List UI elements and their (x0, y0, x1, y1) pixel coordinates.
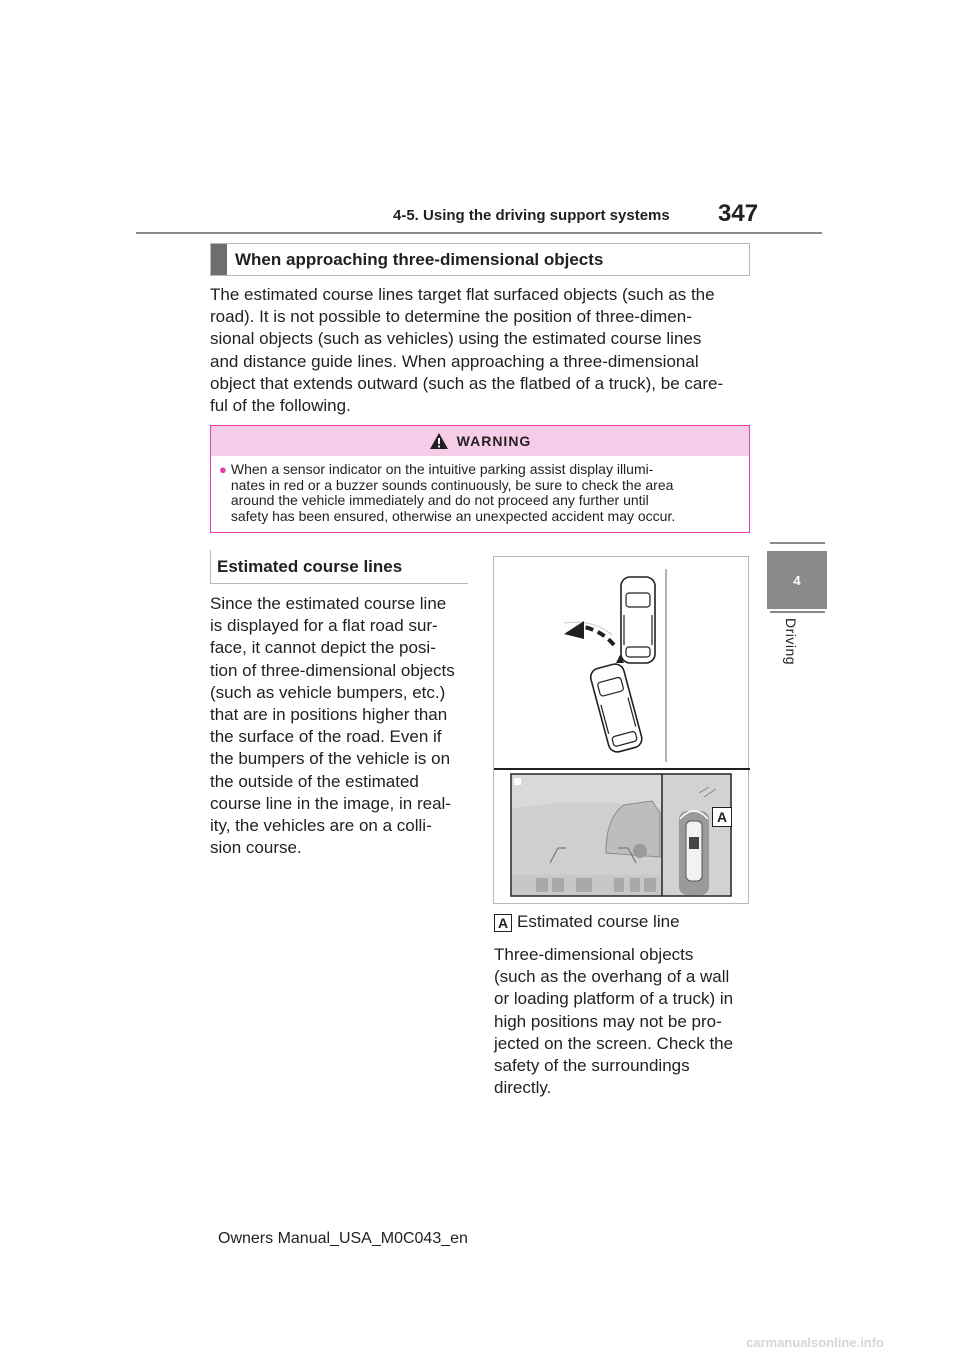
vehicle-illustration (494, 557, 750, 905)
chapter-label: Driving (783, 618, 799, 666)
body-line: jected on the screen. Check the (494, 1033, 734, 1053)
body-line: sional objects (such as vehicles) using the estimated course lines (210, 329, 702, 349)
heading-text: When approaching three-dimensional objects (235, 249, 604, 269)
figure-label-a: A (712, 807, 732, 827)
warning-line: safety has been ensured, otherwise an unexpected accident may occur. (230, 507, 676, 524)
body-line: or loading platform of a truck) in (494, 989, 734, 1009)
body-line: the surface of the road. Even if (210, 727, 442, 747)
side-tab-rule-top (770, 542, 825, 544)
warning-body (211, 456, 749, 524)
body-line: Three-dimensional objects (494, 945, 694, 964)
body-line: (such as the overhang of a wall (494, 967, 730, 987)
header-divider (136, 232, 822, 234)
body-line: sion course. (210, 838, 302, 858)
illustration-figure (493, 556, 749, 904)
warning-box (210, 425, 750, 533)
body-line: directly. (494, 1078, 552, 1098)
body-line: ful of the following. (210, 396, 351, 416)
body-line: face, it cannot depict the posi- (210, 638, 436, 658)
body-line: the bumpers of the vehicle is on (210, 749, 451, 769)
parked-car-icon (621, 577, 655, 663)
warning-line: When a sensor indicator on the intuitive parking assist display illumi- (230, 461, 654, 477)
chapter-tab[interactable] (767, 551, 827, 609)
warning-line: around the vehicle immediately and do not proceed any further until (230, 492, 649, 508)
side-tab-rule-bottom (770, 611, 825, 613)
arrow-icon (564, 621, 584, 639)
body-line: high positions may not be pro- (494, 1011, 722, 1031)
body-line: and distance guide lines. When approaching a three-dimensional (210, 351, 699, 371)
warning-triangle-icon (429, 432, 449, 450)
heading-accent-bar (211, 244, 227, 275)
body-paragraph-high-objects (494, 944, 754, 1099)
body-line: Since the estimated course line (210, 594, 447, 613)
body-paragraph-3d-objects (210, 284, 755, 417)
body-line: road). It is not possible to determine the position of three-dimen- (210, 307, 692, 327)
caption-text: Estimated course line (517, 912, 680, 931)
section-title: 4-5. Using the driving support systems (393, 207, 670, 224)
body-line: safety of the surroundings (494, 1056, 690, 1076)
body-line: object that extends outward (such as the flatbed of a truck), be care- (210, 373, 724, 393)
body-line: course line in the image, in real- (210, 793, 451, 813)
chapter-number: 4 (793, 572, 801, 588)
page-number: 347 (718, 200, 759, 227)
figure-caption (494, 912, 680, 932)
watermark: carmanualsonline.info (746, 1335, 884, 1350)
body-line: ity, the vehicles are on a colli- (210, 816, 432, 836)
body-line: (such as vehicle bumpers, etc.) (210, 682, 446, 702)
section-heading-course-lines: Estimated course lines (210, 550, 468, 584)
body-paragraph-course-lines (210, 593, 470, 859)
body-line: tion of three-dimensional objects (210, 660, 455, 680)
body-line: the outside of the estimated (210, 771, 419, 791)
warning-title: WARNING (456, 433, 532, 449)
section-heading-3d-objects (210, 243, 750, 276)
body-line: The estimated course lines target flat surfaced objects (such as the (210, 285, 715, 304)
moving-car-icon (589, 662, 644, 754)
warning-bullet: ● (219, 462, 227, 477)
caption-label-a: A (494, 914, 512, 932)
warning-header (211, 426, 749, 456)
footer-manual-id: Owners Manual_USA_M0C043_en (218, 1230, 468, 1247)
body-line: that are in positions higher than (210, 705, 448, 725)
body-line: is displayed for a flat road sur- (210, 616, 438, 636)
warning-line: nates in red or a buzzer sounds continuously, be sure to check the area (230, 476, 674, 493)
